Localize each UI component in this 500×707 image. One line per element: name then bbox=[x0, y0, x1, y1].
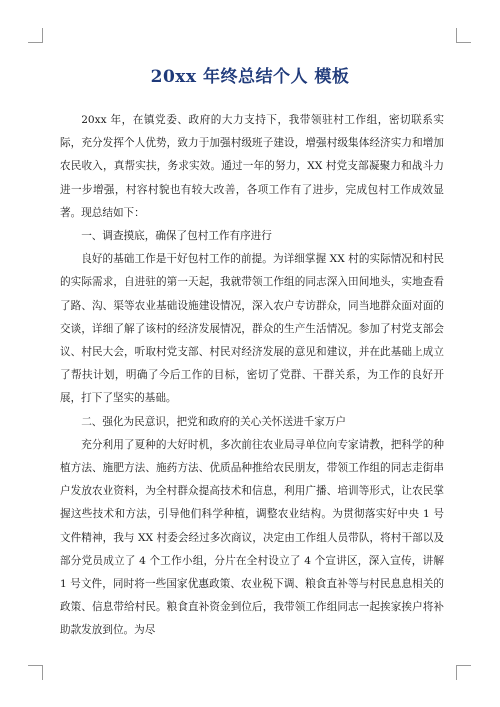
paragraph-section-2: 充分利用了夏种的大好时机，多次前往农业局寻单位向专家请教，把科学的种植方法、施肥方法、施药方法、优质品种推给农民朋友，带领工作组的同志走街串户发放农业资料，为全村群众提高技术和信息，利用广播、培训等形式，让农民掌握这些技术和方法，引导他们科学种植，调整农业结构。为贯彻落实好中央 1 号文件精神，我与 XX 村委会经过多次商议，决定由工作组人员带队，将村干部以及部分党员成立了 4 个工作小组，分片在全村设立了 4 个宣讲区，深入宣传，讲解 1 号文件，同时将一些国家优惠政策、农业税下调、粮食直补等与村民息息相关的政策、信息带给村民。粮食直补资金到位后，我带领工作组同志一起挨家挨户将补助款发放到位。为尽 bbox=[60, 438, 444, 637]
document-body bbox=[60, 109, 444, 643]
section-heading-2: 二、强化为民意识，把党和政府的关心关怀送进千家万户 bbox=[81, 415, 347, 428]
crop-mark-bottom-right bbox=[456, 665, 471, 680]
paragraph-intro: 20xx 年，在镇党委、政府的大力支持下，我带领驻村工作组，密切联系实际，充分发挥个人优势，致力于加强村级班子建设，增强村级集体经济实力和增加农民收入，真帮实扶，务求实效。通过一年的努力，XX 村党支部凝聚力和战斗力进一步增强，村容村貌也有较大改善，各项工作有了进步，完成包村工作成效显著。现总结如下： bbox=[60, 114, 444, 219]
paragraph-section-1: 良好的基础工作是干好包村工作的前提。为详细掌握 XX 村的实际情况和村民的实际需求，自进驻的第一天起，我就带领工作组的同志深入田间地头，实地查看了路、沟、渠等农业基础设施建设情况，深入农户专访群众，同当地群众面对面的交谈，详细了解了该村的经济发展情况，群众的生产生活情况。参加了村党支部会议、村民大会，听取村党支部、村民对经济发展的意见和建议，并在此基础上成立了帮扶计划，明确了今后工作的目标，密切了党群、干群关系，为工作的良好开展，打下了坚实的基础。 bbox=[60, 253, 444, 405]
crop-mark-bottom-left bbox=[28, 665, 43, 680]
crop-mark-top-left bbox=[28, 28, 43, 43]
section-heading-1: 一、调查摸底，确保了包村工作有序进行 bbox=[81, 230, 272, 243]
crop-mark-top-right bbox=[456, 28, 471, 43]
document-title: 20xx 年终总结个人 模板 bbox=[150, 67, 350, 87]
